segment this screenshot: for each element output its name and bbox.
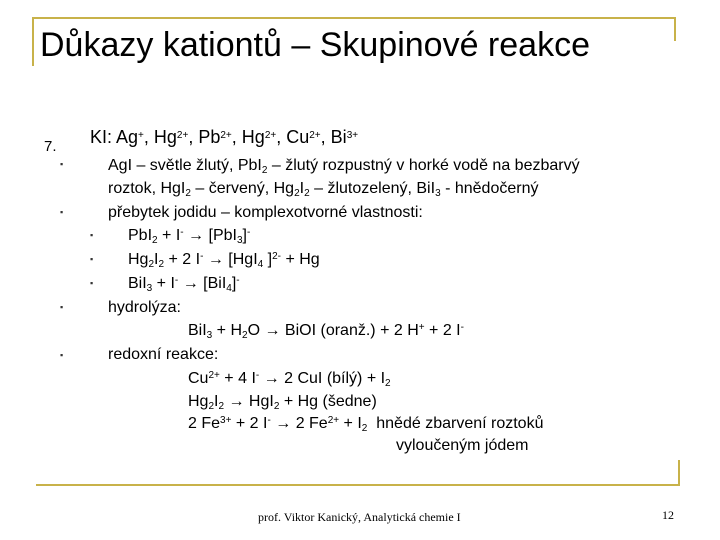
bullet-marker: ▪ (60, 350, 64, 360)
text-line-3: přebytek jodidu – komplexotvorné vlastnosti: (108, 204, 423, 221)
text-line-7: hydrolýza: (108, 299, 181, 316)
reagent-heading: KI: Ag+, $Hg^{2+}$, $Pb^{2+}$, $Hg^{2+}$, $Cu^{2+}$, $Bi^{3+}$ (90, 127, 359, 147)
bullet-marker: ▪ (60, 159, 64, 169)
bullet-marker: ▪ (90, 230, 94, 240)
text-line-8: $BiI_3 + H_2O$ → BiOI (oranž.) + 2 H+ + 2 I- (188, 322, 464, 341)
text-line-1: AgI – světle žlutý, PbI$_2$ – žlutý rozpustný v horké vodě na bezbarvý (108, 157, 580, 176)
bullet-marker: ▪ (60, 302, 64, 312)
text-line-9: redoxní reakce: (108, 346, 219, 363)
text-line-2: roztok, HgI$_2$ – červený, $Hg_2I_2$ – žlutozelený, BiI$_3$ - hnědočerný (108, 180, 539, 199)
frame-bottom-line (36, 484, 680, 486)
text-line-12: 2 $Fe^{3+} + 2$ I- → 2 $Fe^{2+} + I_2$ hnědé zbarvení roztoků (188, 415, 544, 434)
frame-right-line (674, 17, 676, 41)
text-line-13: vyloučeným jódem (396, 437, 529, 454)
text-line-10: $Cu^{2+} + 4$ I- → 2 CuI (bílý) + $I_2$ (188, 370, 391, 389)
text-line-11: $Hg_2I_2 \to HgI_2 + Hg$ (šedne) (188, 393, 377, 412)
bullet-marker: ▪ (60, 207, 64, 217)
frame-top-line (32, 17, 676, 19)
text-line-5: $Hg_2I_2 + 2$ I- → [HgI$_4$ ]$^{2-}$ + Hg (128, 251, 320, 270)
page-number: 12 (662, 508, 674, 522)
frame-left-line (32, 17, 34, 66)
bullet-marker: ▪ (90, 278, 94, 288)
footer-author: prof. Viktor Kanický, Analytická chemie I (258, 510, 461, 524)
frame-bottom-right-line (678, 460, 680, 486)
slide-title: Důkazy kationtů – Skupinové reakce (40, 26, 590, 64)
text-line-4: PbI$_2$ + I- → [PbI$_3$]- (128, 227, 251, 246)
item-number: 7. (44, 138, 57, 155)
text-line-6: BiI$_3$ + I- → [BiI$_4$]- (128, 275, 240, 294)
bullet-marker: ▪ (90, 254, 94, 264)
